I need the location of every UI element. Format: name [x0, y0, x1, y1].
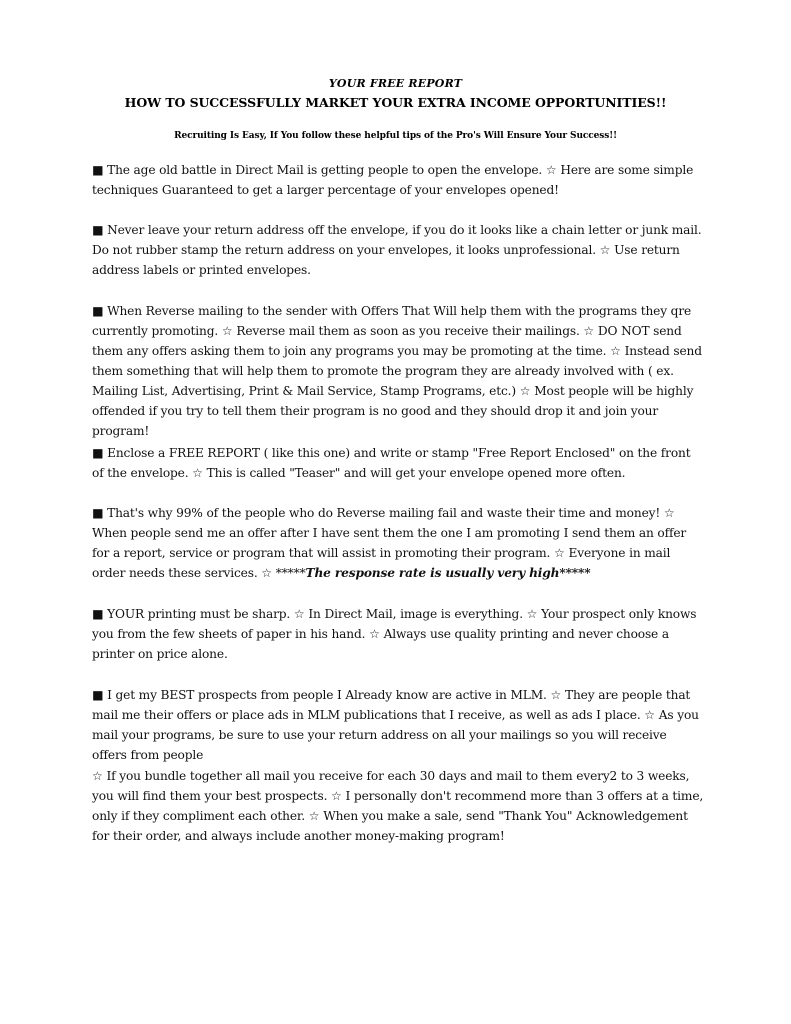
response-rate-emphasis: The response rate is usually very high***** — [305, 566, 591, 580]
paragraph-reverse-mailing: ■ When Reverse mailing to the sender with Offers That Will help them with the programs they qre currently promoting. ☆ Reverse mail them as soon as you receive their mailings. ☆ DO NOT send them any offers asking them to join any programs you may be promoting at the time. ☆ Instead send them something that will help them to promote the program they are already involved with ( ex. Mailing List, Advertising, Print & Mail Service, Stamp Programs, etc.) ☆ Most people will be highly offended if you try to tell them their program is no good and they should drop it and join your program! — [92, 304, 702, 438]
subtitle: Recruiting Is Easy, If You follow these helpful tips of the Pro's Will Ensure Your Success!! — [174, 131, 617, 141]
paragraph-free-report: ■ Enclose a FREE REPORT ( like this one) and write or stamp "Free Report Enclosed" on the front of the envelope. ☆ This is called "Teaser" and will get your envelope opened more often. — [92, 446, 691, 480]
paragraph-printing: ■ YOUR printing must be sharp. ☆ In Direct Mail, image is everything. ☆ Your prospect only knows you from the few sheets of paper in his hand. ☆ Always use quality printing and never choose a printer on price alone. — [92, 607, 697, 661]
paragraph-reverse-mailing-fail-text: ■ That's why 99% of the people who do Reverse mailing fail and waste their time and money! ☆ When people send me an offer after I have sent them the one I am promoting I send them an offer for a report, service or program that will assist in promoting their program. ☆ Everyone in mail order needs these services. ☆ ***** — [92, 506, 687, 580]
report-title: YOUR FREE REPORT — [328, 77, 463, 90]
paragraph-best-prospects: ■ I get my BEST prospects from people I Already know are active in MLM. ☆ They are people that mail me their offers or place ads in MLM publications that I receive, as well as ads I place. ☆ As you mail your programs, be sure to use your return address on all your mailings so you will receive offers from people — [92, 688, 699, 762]
main-title: HOW TO SUCCESSFULLY MARKET YOUR EXTRA INCOME OPPORTUNITIES!! — [124, 95, 667, 110]
paragraph-envelope-battle: ■ The age old battle in Direct Mail is getting people to open the envelope. ☆ Here are some simple techniques Guaranteed to get a larger percentage of your envelopes opened! — [92, 163, 694, 197]
paragraph-reverse-mailing-fail — [92, 503, 704, 583]
paragraph-return-address: ■ Never leave your return address off the envelope, if you do it looks like a chain letter or junk mail. Do not rubber stamp the return address on your envelopes, it looks unprofessional. ☆ Use return address labels or printed envelopes. — [92, 223, 702, 277]
paragraph-bundle-mail: ☆ If you bundle together all mail you receive for each 30 days and mail to them every2 to 3 weeks, you will find them your best prospects. ☆ I personally don't recommend more than 3 offers at a time, only if they compliment each other. ☆ When you make a sale, send "Thank You" Acknowledgement for their order, and always include another money-making program! — [92, 769, 704, 843]
